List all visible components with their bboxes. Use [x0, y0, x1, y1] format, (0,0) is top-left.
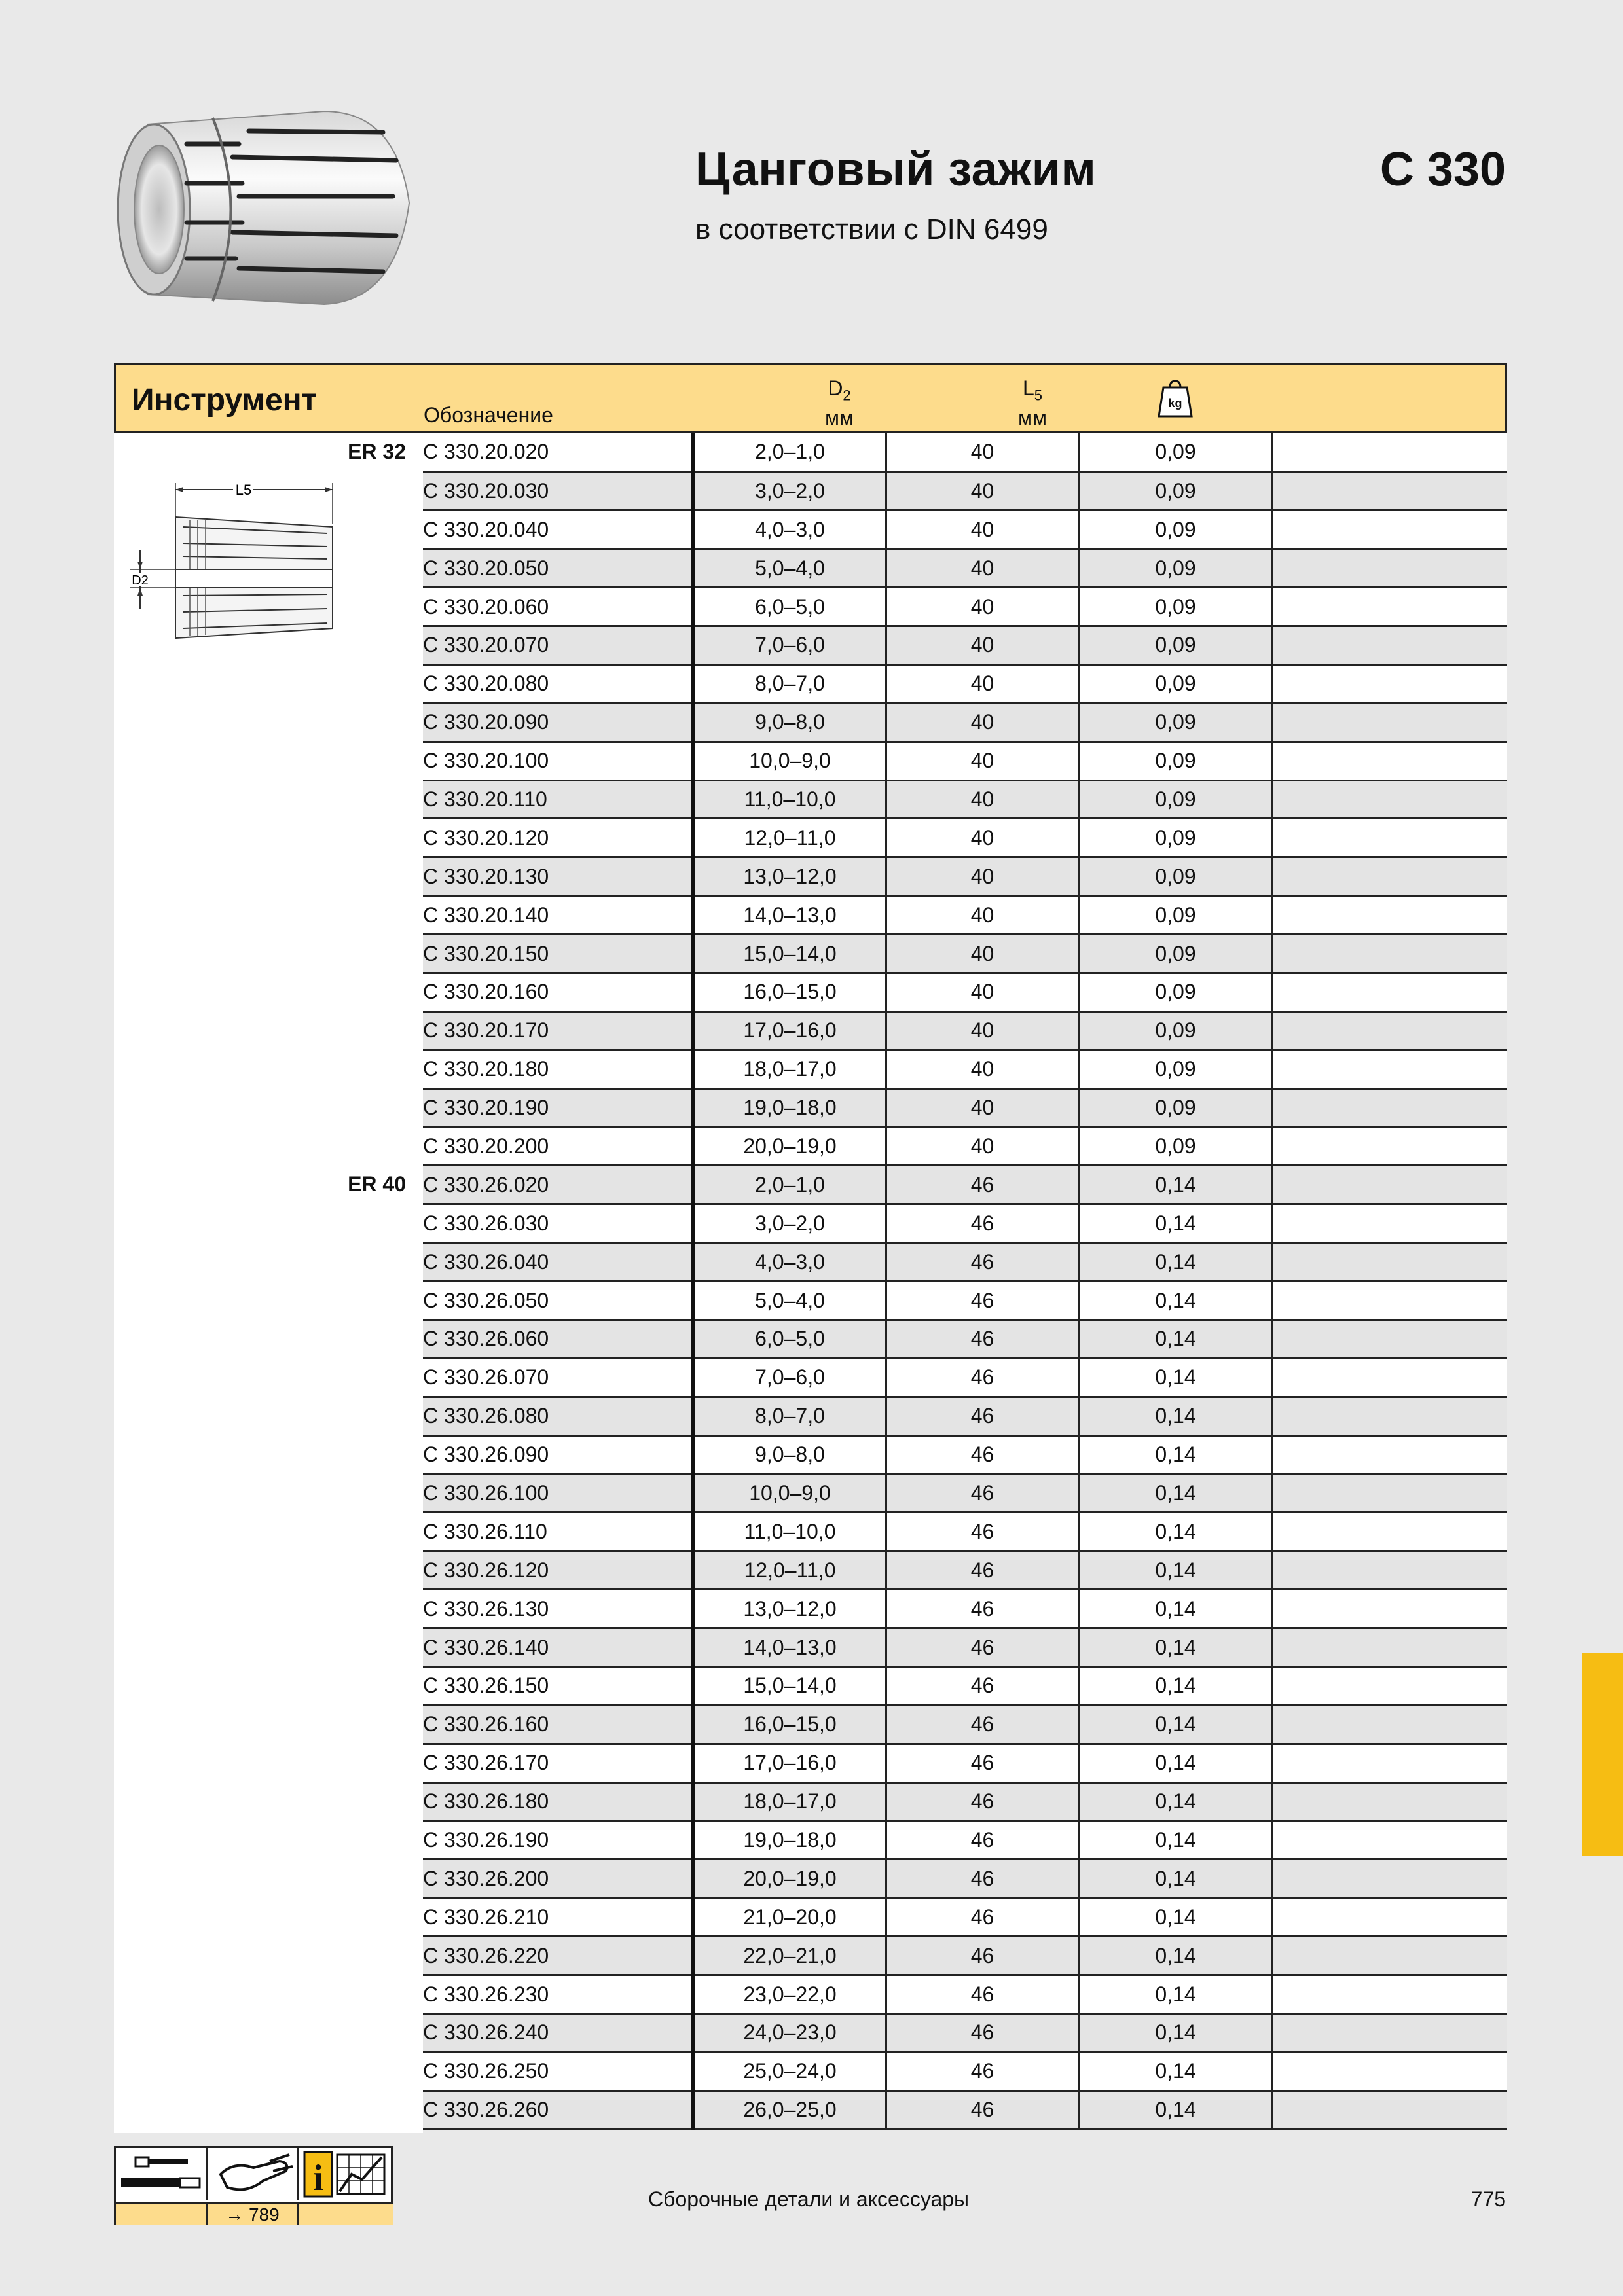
cell-empty: [1272, 973, 1507, 1011]
cell-empty: [1272, 935, 1507, 973]
cell-d2: 15,0–14,0: [693, 1667, 886, 1706]
cell-designation: C 330.20.050: [423, 549, 693, 588]
cell-empty: [1272, 626, 1507, 664]
assembly-icon: [116, 2148, 208, 2200]
cell-empty: [1272, 780, 1507, 819]
cell-l5: 40: [886, 896, 1079, 935]
cell-d2: 6,0–5,0: [693, 1319, 886, 1358]
product-code: C 330: [1379, 143, 1506, 196]
cell-designation: C 330.26.080: [423, 1397, 693, 1435]
header-tool: Инструмент: [132, 383, 318, 418]
cell-d2: 22,0–21,0: [693, 1937, 886, 1975]
table-row: [423, 1937, 1507, 1975]
footer-reference[interactable]: → 789: [208, 2202, 299, 2225]
cell-l5: 46: [886, 1975, 1079, 2014]
table-row: [423, 1628, 1507, 1667]
cell-empty: [1272, 1975, 1507, 2014]
cell-weight: 0,14: [1079, 2014, 1272, 2053]
cell-weight: 0,14: [1079, 2052, 1272, 2090]
drawing-l5-label: L5: [235, 482, 252, 498]
cell-l5: 46: [886, 1551, 1079, 1590]
cell-empty: [1272, 896, 1507, 935]
cell-weight: 0,09: [1079, 1011, 1272, 1050]
cell-designation: C 330.20.090: [423, 703, 693, 742]
cell-l5: 46: [886, 1397, 1079, 1435]
cell-d2: 18,0–17,0: [693, 1782, 886, 1821]
cell-d2: 21,0–20,0: [693, 1898, 886, 1937]
cell-l5: 46: [886, 2052, 1079, 2090]
cell-l5: 46: [886, 1204, 1079, 1243]
table-row: [423, 1204, 1507, 1243]
cell-d2: 11,0–10,0: [693, 1513, 886, 1551]
cell-designation: C 330.26.220: [423, 1937, 693, 1975]
cell-d2: 15,0–14,0: [693, 935, 886, 973]
cell-empty: [1272, 1628, 1507, 1667]
cell-designation: C 330.26.030: [423, 1204, 693, 1243]
header-l5-symbol: L: [1022, 376, 1034, 400]
cell-d2: 20,0–19,0: [693, 1859, 886, 1898]
cell-weight: 0,09: [1079, 433, 1272, 472]
table-row: [423, 780, 1507, 819]
cell-weight: 0,14: [1079, 1397, 1272, 1435]
cell-d2: 23,0–22,0: [693, 1975, 886, 2014]
cell-d2: 12,0–11,0: [693, 1551, 886, 1590]
cell-d2: 8,0–7,0: [693, 664, 886, 703]
chapter-tab: [1582, 1653, 1623, 1856]
cell-designation: C 330.20.170: [423, 1011, 693, 1050]
table-row: [423, 819, 1507, 857]
table-row: [423, 1859, 1507, 1898]
cell-weight: 0,09: [1079, 780, 1272, 819]
cell-designation: C 330.26.060: [423, 1319, 693, 1358]
table-row: [423, 1127, 1507, 1166]
cell-weight: 0,14: [1079, 1705, 1272, 1744]
cell-l5: 46: [886, 1898, 1079, 1937]
cell-l5: 46: [886, 1282, 1079, 1320]
cell-l5: 40: [886, 472, 1079, 511]
cell-designation: C 330.26.020: [423, 1166, 693, 1204]
cell-d2: 8,0–7,0: [693, 1397, 886, 1435]
cell-designation: C 330.20.200: [423, 1127, 693, 1166]
cell-designation: C 330.26.200: [423, 1859, 693, 1898]
cell-d2: 14,0–13,0: [693, 896, 886, 935]
cell-weight: 0,09: [1079, 626, 1272, 664]
cell-designation: C 330.26.190: [423, 1821, 693, 1859]
cell-d2: 14,0–13,0: [693, 1628, 886, 1667]
cell-designation: C 330.26.110: [423, 1513, 693, 1551]
cell-weight: 0,14: [1079, 1166, 1272, 1204]
cell-l5: 46: [886, 1474, 1079, 1513]
cell-empty: [1272, 1127, 1507, 1166]
cell-empty: [1272, 1667, 1507, 1706]
cell-designation: C 330.20.110: [423, 780, 693, 819]
cell-empty: [1272, 1088, 1507, 1127]
cell-l5: 40: [886, 703, 1079, 742]
cell-designation: C 330.26.230: [423, 1975, 693, 2014]
cell-d2: 4,0–3,0: [693, 1243, 886, 1282]
cell-designation: C 330.26.140: [423, 1628, 693, 1667]
cell-weight: 0,14: [1079, 1937, 1272, 1975]
cell-weight: 0,14: [1079, 1859, 1272, 1898]
table-row: [423, 973, 1507, 1011]
cell-l5: 46: [886, 2014, 1079, 2053]
table-row: [423, 1243, 1507, 1282]
cell-weight: 0,14: [1079, 1551, 1272, 1590]
cell-l5: 40: [886, 742, 1079, 780]
collet-product-image: [108, 98, 416, 321]
table-row: [423, 2014, 1507, 2053]
cell-d2: 10,0–9,0: [693, 742, 886, 780]
cell-weight: 0,14: [1079, 1358, 1272, 1397]
page-number: 775: [1470, 2187, 1506, 2211]
cell-designation: C 330.26.180: [423, 1782, 693, 1821]
cell-empty: [1272, 1898, 1507, 1937]
cell-l5: 46: [886, 1667, 1079, 1706]
table-row: [423, 1166, 1507, 1204]
cell-empty: [1272, 1358, 1507, 1397]
cell-designation: C 330.20.080: [423, 664, 693, 703]
tool-column: [114, 433, 423, 2133]
cell-d2: 24,0–23,0: [693, 2014, 886, 2053]
cell-weight: 0,09: [1079, 664, 1272, 703]
cell-d2: 9,0–8,0: [693, 1435, 886, 1474]
cell-empty: [1272, 1282, 1507, 1320]
cell-weight: 0,14: [1079, 1319, 1272, 1358]
cell-l5: 46: [886, 1937, 1079, 1975]
cell-empty: [1272, 472, 1507, 511]
cell-d2: 19,0–18,0: [693, 1821, 886, 1859]
table-row: [423, 1088, 1507, 1127]
cell-designation: C 330.20.030: [423, 472, 693, 511]
cell-empty: [1272, 511, 1507, 549]
cell-d2: 5,0–4,0: [693, 549, 886, 588]
cell-l5: 46: [886, 1166, 1079, 1204]
cell-designation: C 330.20.040: [423, 511, 693, 549]
table-row: [423, 703, 1507, 742]
cell-weight: 0,09: [1079, 511, 1272, 549]
cell-l5: 46: [886, 1243, 1079, 1282]
cell-designation: C 330.26.050: [423, 1282, 693, 1320]
cell-empty: [1272, 1474, 1507, 1513]
table-row: [423, 2090, 1507, 2129]
svg-text:i: i: [313, 2158, 323, 2198]
table-row: [423, 1821, 1507, 1859]
cell-l5: 46: [886, 1628, 1079, 1667]
cell-d2: 2,0–1,0: [693, 1166, 886, 1204]
cell-designation: C 330.20.160: [423, 973, 693, 1011]
cell-designation: C 330.26.150: [423, 1667, 693, 1706]
collet-dimension-drawing: [124, 478, 347, 648]
table-row: [423, 1782, 1507, 1821]
table-row: [423, 1397, 1507, 1435]
cell-weight: 0,09: [1079, 588, 1272, 626]
cell-l5: 46: [886, 1859, 1079, 1898]
cell-weight: 0,14: [1079, 1744, 1272, 1782]
cell-designation: C 330.26.100: [423, 1474, 693, 1513]
cell-d2: 3,0–2,0: [693, 1204, 886, 1243]
cell-d2: 3,0–2,0: [693, 472, 886, 511]
cell-weight: 0,09: [1079, 1088, 1272, 1127]
cell-weight: 0,14: [1079, 1628, 1272, 1667]
table-row: [423, 742, 1507, 780]
cell-l5: 40: [886, 1050, 1079, 1088]
header-designation: Обозначение: [424, 403, 553, 427]
cell-empty: [1272, 2052, 1507, 2090]
weight-icon-label: kg: [1168, 397, 1182, 410]
cell-l5: 46: [886, 1821, 1079, 1859]
cell-empty: [1272, 742, 1507, 780]
table-row: [423, 511, 1507, 549]
cell-designation: C 330.26.240: [423, 2014, 693, 2053]
cell-d2: 5,0–4,0: [693, 1282, 886, 1320]
cell-weight: 0,14: [1079, 1898, 1272, 1937]
cell-empty: [1272, 1319, 1507, 1358]
cell-designation: C 330.20.130: [423, 857, 693, 896]
cell-designation: C 330.26.040: [423, 1243, 693, 1282]
table-row: [423, 1513, 1507, 1551]
cell-designation: C 330.20.060: [423, 588, 693, 626]
cell-empty: [1272, 1204, 1507, 1243]
cell-designation: C 330.26.090: [423, 1435, 693, 1474]
cell-weight: 0,14: [1079, 1204, 1272, 1243]
cell-l5: 46: [886, 2090, 1079, 2129]
cell-empty: [1272, 1744, 1507, 1782]
cell-empty: [1272, 1937, 1507, 1975]
cell-l5: 40: [886, 549, 1079, 588]
cell-designation: C 330.20.070: [423, 626, 693, 664]
cell-l5: 40: [886, 1011, 1079, 1050]
cell-weight: 0,14: [1079, 2090, 1272, 2129]
cell-d2: 13,0–12,0: [693, 857, 886, 896]
cell-d2: 7,0–6,0: [693, 626, 886, 664]
cell-empty: [1272, 2090, 1507, 2129]
cell-l5: 40: [886, 626, 1079, 664]
weight-icon: [1157, 378, 1194, 419]
table-row: [423, 1474, 1507, 1513]
cell-l5: 40: [886, 1127, 1079, 1166]
cell-d2: 18,0–17,0: [693, 1050, 886, 1088]
cell-d2: 2,0–1,0: [693, 433, 886, 472]
cell-weight: 0,09: [1079, 973, 1272, 1011]
header-l5-unit: мм: [1018, 406, 1047, 430]
footer-cell-1: [116, 2202, 208, 2225]
cell-l5: 40: [886, 1088, 1079, 1127]
cell-d2: 16,0–15,0: [693, 1705, 886, 1744]
cell-l5: 46: [886, 1319, 1079, 1358]
cell-designation: C 330.20.140: [423, 896, 693, 935]
wrench-hand-icon: [208, 2148, 299, 2200]
cell-d2: 10,0–9,0: [693, 1474, 886, 1513]
table-row: [423, 1898, 1507, 1937]
cell-l5: 46: [886, 1358, 1079, 1397]
cell-d2: 25,0–24,0: [693, 2052, 886, 2090]
cell-empty: [1272, 664, 1507, 703]
table-row: [423, 1319, 1507, 1358]
cell-empty: [1272, 1166, 1507, 1204]
cell-l5: 46: [886, 1744, 1079, 1782]
table-row: [423, 1667, 1507, 1706]
table-row: [423, 1551, 1507, 1590]
cell-weight: 0,09: [1079, 896, 1272, 935]
cell-designation: C 330.26.070: [423, 1358, 693, 1397]
cell-d2: 13,0–12,0: [693, 1590, 886, 1628]
table-row: [423, 857, 1507, 896]
cell-d2: 20,0–19,0: [693, 1127, 886, 1166]
cell-empty: [1272, 1859, 1507, 1898]
cell-d2: 9,0–8,0: [693, 703, 886, 742]
cell-weight: 0,14: [1079, 1590, 1272, 1628]
cell-empty: [1272, 1513, 1507, 1551]
cell-d2: 4,0–3,0: [693, 511, 886, 549]
cell-empty: [1272, 1435, 1507, 1474]
cell-empty: [1272, 1590, 1507, 1628]
cell-weight: 0,09: [1079, 1127, 1272, 1166]
cell-l5: 40: [886, 511, 1079, 549]
cell-d2: 17,0–16,0: [693, 1744, 886, 1782]
cell-weight: 0,09: [1079, 703, 1272, 742]
cell-designation: C 330.20.020: [423, 433, 693, 472]
cell-empty: [1272, 857, 1507, 896]
table-row: [423, 1744, 1507, 1782]
cell-d2: 11,0–10,0: [693, 780, 886, 819]
cell-designation: C 330.20.190: [423, 1088, 693, 1127]
page-title: Цанговый зажим: [695, 143, 1097, 196]
cell-weight: 0,14: [1079, 1435, 1272, 1474]
cell-l5: 40: [886, 433, 1079, 472]
cell-empty: [1272, 1782, 1507, 1821]
table-row: [423, 2052, 1507, 2090]
cell-weight: 0,09: [1079, 472, 1272, 511]
cell-weight: 0,14: [1079, 1821, 1272, 1859]
cell-weight: 0,14: [1079, 1975, 1272, 2014]
cell-l5: 40: [886, 780, 1079, 819]
header-d2-unit: мм: [825, 406, 854, 430]
header-d2-symbol: D: [828, 376, 843, 400]
cell-empty: [1272, 1397, 1507, 1435]
cell-empty: [1272, 433, 1507, 472]
cell-designation: C 330.26.130: [423, 1590, 693, 1628]
cell-weight: 0,09: [1079, 935, 1272, 973]
cell-weight: 0,09: [1079, 549, 1272, 588]
info-chart-icon: [299, 2148, 393, 2200]
header-l5: [964, 377, 1101, 429]
cell-weight: 0,14: [1079, 1282, 1272, 1320]
cell-weight: 0,14: [1079, 1243, 1272, 1282]
cell-l5: 40: [886, 664, 1079, 703]
cell-empty: [1272, 1821, 1507, 1859]
cell-weight: 0,09: [1079, 819, 1272, 857]
collet-table: [423, 433, 1507, 2130]
cell-l5: 40: [886, 973, 1079, 1011]
cell-designation: C 330.20.100: [423, 742, 693, 780]
cell-empty: [1272, 1011, 1507, 1050]
table-header: [114, 363, 1507, 433]
cell-empty: [1272, 703, 1507, 742]
cell-l5: 46: [886, 1513, 1079, 1551]
table-row: [423, 1975, 1507, 2014]
cell-l5: 40: [886, 857, 1079, 896]
cell-weight: 0,14: [1079, 1474, 1272, 1513]
table-row: [423, 588, 1507, 626]
cell-weight: 0,09: [1079, 742, 1272, 780]
cell-empty: [1272, 1705, 1507, 1744]
footer-icons: [114, 2146, 393, 2225]
footer-section: Сборочные детали и аксессуары: [648, 2187, 970, 2211]
cell-d2: 17,0–16,0: [693, 1011, 886, 1050]
table-row: [423, 472, 1507, 511]
cell-l5: 46: [886, 1705, 1079, 1744]
cell-l5: 40: [886, 819, 1079, 857]
cell-designation: C 330.20.120: [423, 819, 693, 857]
cell-designation: C 330.26.250: [423, 2052, 693, 2090]
cell-weight: 0,09: [1079, 857, 1272, 896]
cell-weight: 0,14: [1079, 1667, 1272, 1706]
cell-weight: 0,14: [1079, 1782, 1272, 1821]
cell-empty: [1272, 1551, 1507, 1590]
cell-d2: 26,0–25,0: [693, 2090, 886, 2129]
cell-empty: [1272, 819, 1507, 857]
table-row: [423, 664, 1507, 703]
cell-l5: 46: [886, 1435, 1079, 1474]
header-l5-sub: 5: [1034, 387, 1043, 404]
table-row: [423, 433, 1507, 472]
cell-d2: 19,0–18,0: [693, 1088, 886, 1127]
cell-designation: C 330.26.160: [423, 1705, 693, 1744]
cell-empty: [1272, 2014, 1507, 2053]
group-label-er40: ER 40: [348, 1172, 406, 1196]
cell-l5: 40: [886, 935, 1079, 973]
cell-empty: [1272, 1050, 1507, 1088]
footer-cell-3: [299, 2202, 393, 2225]
cell-weight: 0,09: [1079, 1050, 1272, 1088]
page-subtitle: в соответствии с DIN 6499: [695, 213, 1048, 245]
table-row: [423, 1011, 1507, 1050]
table-row: [423, 1705, 1507, 1744]
cell-l5: 46: [886, 1782, 1079, 1821]
group-label-er32: ER 32: [348, 440, 406, 463]
table-row: [423, 626, 1507, 664]
cell-designation: C 330.26.170: [423, 1744, 693, 1782]
table-row: [423, 935, 1507, 973]
cell-l5: 46: [886, 1590, 1079, 1628]
cell-designation: C 330.26.260: [423, 2090, 693, 2129]
cell-designation: C 330.26.120: [423, 1551, 693, 1590]
cell-weight: 0,14: [1079, 1513, 1272, 1551]
header-d2-sub: 2: [843, 387, 851, 404]
table-row: [423, 896, 1507, 935]
cell-l5: 40: [886, 588, 1079, 626]
drawing-d2-label: D2: [132, 573, 149, 588]
header-d2: [771, 377, 908, 429]
table-row: [423, 549, 1507, 588]
cell-designation: C 330.20.180: [423, 1050, 693, 1088]
cell-d2: 16,0–15,0: [693, 973, 886, 1011]
cell-d2: 7,0–6,0: [693, 1358, 886, 1397]
cell-empty: [1272, 588, 1507, 626]
cell-designation: C 330.20.150: [423, 935, 693, 973]
table-row: [423, 1590, 1507, 1628]
table-row: [423, 1358, 1507, 1397]
cell-designation: C 330.26.210: [423, 1898, 693, 1937]
table-row: [423, 1282, 1507, 1320]
table-row: [423, 1050, 1507, 1088]
table-row: [423, 1435, 1507, 1474]
cell-d2: 12,0–11,0: [693, 819, 886, 857]
cell-d2: 6,0–5,0: [693, 588, 886, 626]
cell-empty: [1272, 549, 1507, 588]
cell-empty: [1272, 1243, 1507, 1282]
